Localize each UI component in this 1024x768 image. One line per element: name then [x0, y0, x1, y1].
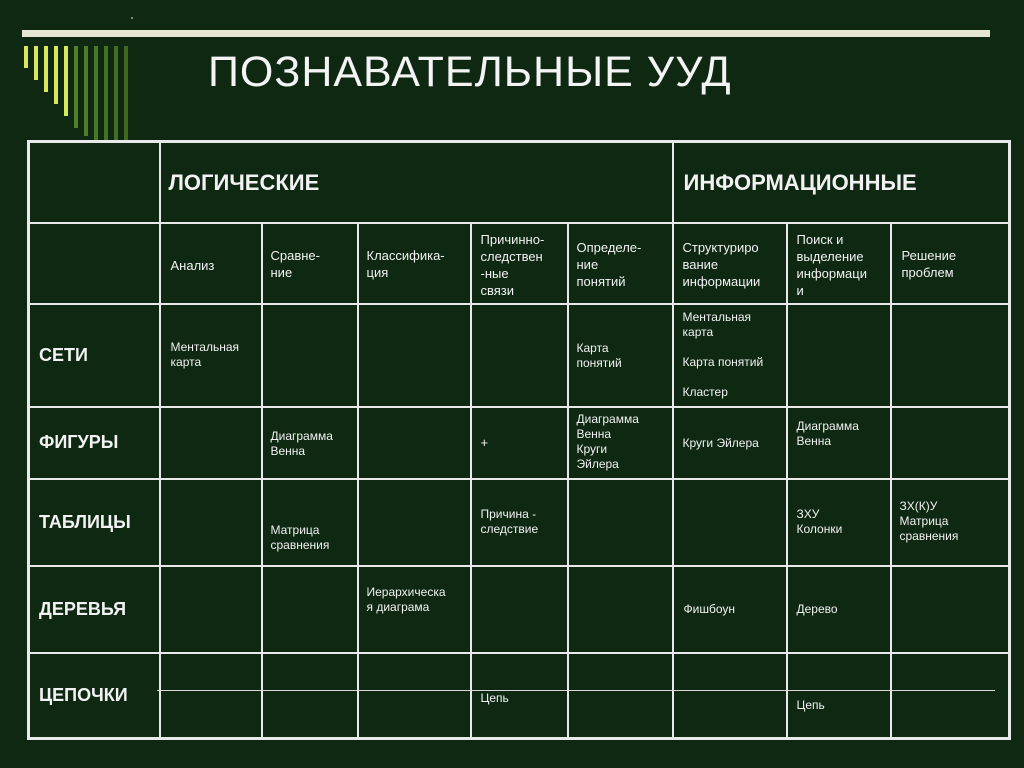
slide-title: ПОЗНАВАТЕЛЬНЫЕ УУД [208, 48, 732, 96]
cell-tables-causal: Причина - следствие [471, 479, 568, 566]
subheader-structuring: Структуриро вание информации [673, 223, 787, 304]
stripes-decoration [22, 46, 162, 146]
stripe [104, 46, 108, 142]
group-header-row [29, 142, 1010, 223]
cell-chains-search: Цепь [787, 653, 891, 739]
cell-networks-definition: Карта понятий [568, 304, 673, 407]
subheader-row [29, 223, 1010, 304]
cell-trees-comparison [262, 566, 358, 653]
cell-tables-search: ЗХУ Колонки [787, 479, 891, 566]
cell-chains-causal: Цепь [471, 653, 568, 739]
cell-networks-comparison [262, 304, 358, 407]
subheader-causal: Причинно- следствен -ные связи [471, 223, 568, 304]
table-row-chains [29, 653, 1010, 739]
stripe [24, 46, 28, 68]
cell-figures-search: Диаграмма Венна [787, 407, 891, 479]
cell-trees-problem [891, 566, 1010, 653]
row-label-figures: ФИГУРЫ [29, 407, 160, 479]
cell-trees-search: Дерево [787, 566, 891, 653]
cell-tables-problem: ЗХ(К)У Матрица сравнения [891, 479, 1010, 566]
cell-trees-classification: Иерархическа я диаграма [358, 566, 471, 653]
subheader-classification: Классифика- ция [358, 223, 471, 304]
cell-figures-structuring: Круги Эйлера [673, 407, 787, 479]
stripe [74, 46, 78, 128]
subheader-analysis: Анализ [160, 223, 262, 304]
cell-tables-definition [568, 479, 673, 566]
cell-tables-analysis [160, 479, 262, 566]
table-row-tables [29, 479, 1010, 566]
cell-chains-analysis [160, 653, 262, 739]
subheader-problem: Решение проблем [891, 223, 1010, 304]
table-row-figures [29, 407, 1010, 479]
cell-chains-problem [891, 653, 1010, 739]
chain-line [157, 690, 995, 691]
stripe [84, 46, 88, 136]
table-row-networks [29, 304, 1010, 407]
cell-figures-classification [358, 407, 471, 479]
group-informational: ИНФОРМАЦИОННЫЕ [673, 142, 1010, 223]
top-rule [22, 30, 990, 37]
table-row-trees [29, 566, 1010, 653]
subheader-comparison: Сравне- ние [262, 223, 358, 304]
cell-chains-comparison [262, 653, 358, 739]
cell-trees-analysis [160, 566, 262, 653]
stripe [44, 46, 48, 92]
subheader-search: Поиск и выделение информаци и [787, 223, 891, 304]
row-label-chains: ЦЕПОЧКИ [29, 653, 160, 739]
row-label-networks: СЕТИ [29, 304, 160, 407]
cell-networks-problem [891, 304, 1010, 407]
cell-networks-search [787, 304, 891, 407]
stripe [64, 46, 68, 116]
cell-trees-structuring: Фишбоун [673, 566, 787, 653]
cell-networks-classification [358, 304, 471, 407]
cell-tables-comparison: Матрица сравнения [262, 479, 358, 566]
stripe [94, 46, 98, 140]
row-label-trees: ДЕРЕВЬЯ [29, 566, 160, 653]
cell-figures-causal: + [471, 407, 568, 479]
stripe [124, 46, 128, 142]
cell-figures-problem [891, 407, 1010, 479]
cell-networks-structuring: Ментальная карта Карта понятий Кластер [673, 304, 787, 407]
cell-figures-comparison: Диаграмма Венна [262, 407, 358, 479]
cell-chains-definition [568, 653, 673, 739]
cell-networks-causal [471, 304, 568, 407]
cognitive-uud-table [27, 140, 1011, 740]
cell-chains-classification [358, 653, 471, 739]
cell-chains-structuring [673, 653, 787, 739]
stripe [114, 46, 118, 142]
cell-trees-causal [471, 566, 568, 653]
corner-dot [131, 17, 133, 19]
stripe [34, 46, 38, 80]
cell-figures-analysis [160, 407, 262, 479]
corner-cell [29, 142, 160, 223]
cell-networks-analysis: Ментальная карта [160, 304, 262, 407]
stripe [54, 46, 58, 104]
row-label-tables: ТАБЛИЦЫ [29, 479, 160, 566]
cell-trees-definition [568, 566, 673, 653]
subheader-definition: Определе- ние понятий [568, 223, 673, 304]
cell-tables-classification [358, 479, 471, 566]
group-logical: ЛОГИЧЕСКИЕ [160, 142, 673, 223]
cell-figures-definition: Диаграмма Венна Круги Эйлера [568, 407, 673, 479]
subheader-corner [29, 223, 160, 304]
cell-tables-structuring [673, 479, 787, 566]
